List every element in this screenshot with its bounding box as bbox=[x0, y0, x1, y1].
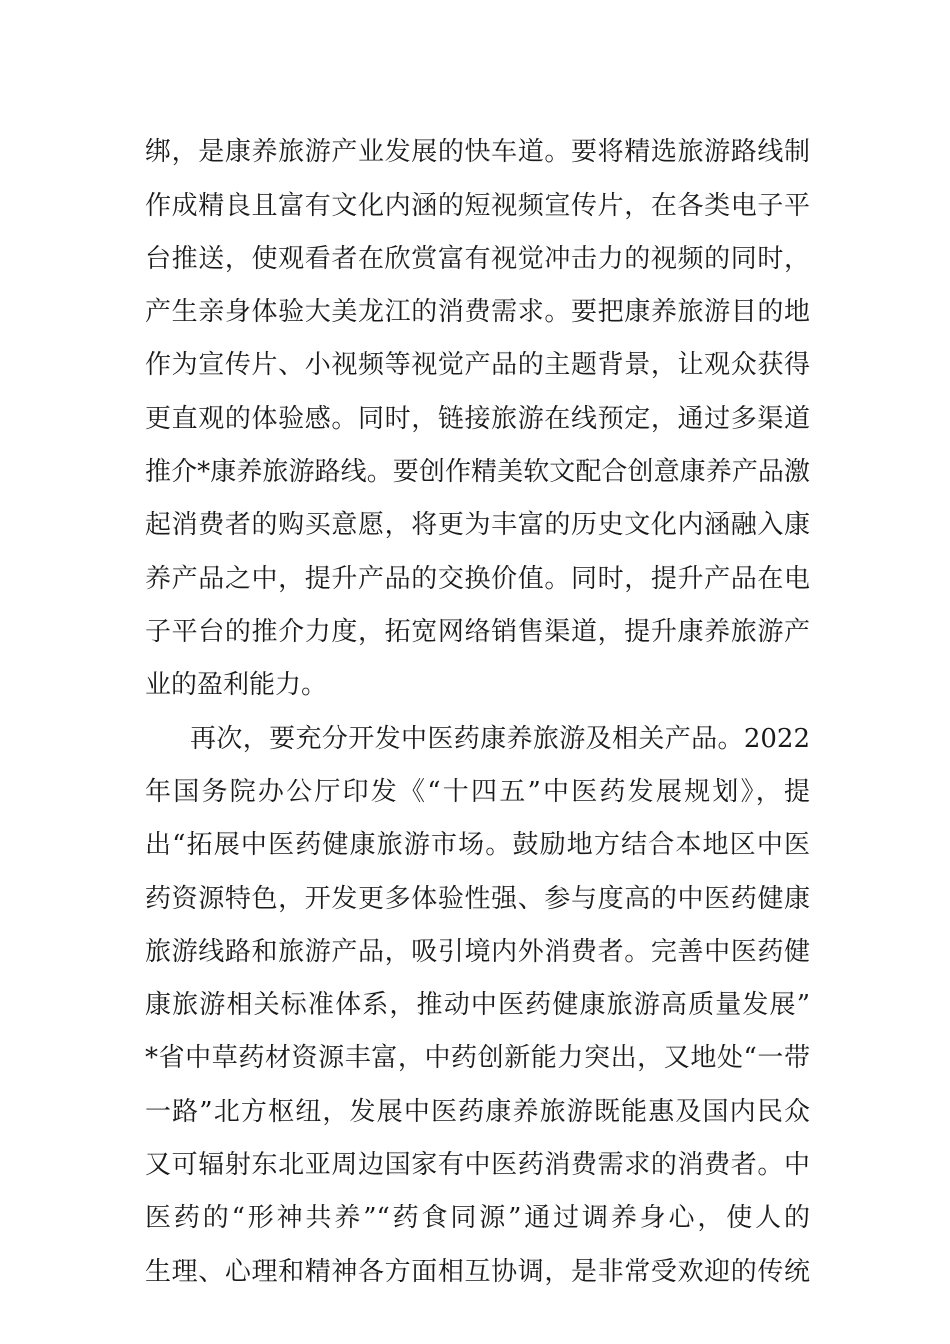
text-line: 出“拓展中医药健康旅游市场。鼓励地方结合本地区中医 bbox=[145, 830, 810, 860]
text-line: 一路”北方枢纽，发展中医药康养旅游既能惠及国内民众 bbox=[145, 1097, 810, 1127]
text-line: 康旅游相关标准体系，推动中医药健康旅游高质量发展” bbox=[145, 990, 810, 1020]
text-line: 年国务院办公厅印发《“十四五”中医药发展规划》，提 bbox=[145, 777, 810, 807]
text-line: 业的盈利能力。 bbox=[145, 670, 328, 700]
text-line: 再次，要充分开发中医药康养旅游及相关产品。2022 bbox=[190, 724, 810, 754]
text-line: 推介*康养旅游路线。要创作精美软文配合创意康养产品激 bbox=[145, 457, 810, 487]
text-line: 起消费者的购买意愿，将更为丰富的历史文化内涵融入康 bbox=[145, 510, 810, 540]
text-line: 产生亲身体验大美龙江的消费需求。要把康养旅游目的地 bbox=[145, 297, 810, 327]
text-line: 医药的“形神共养”“药食同源”通过调养身心，使人的 bbox=[145, 1203, 810, 1233]
text-line: 旅游线路和旅游产品，吸引境内外消费者。完善中医药健 bbox=[145, 937, 810, 967]
text-line: 养产品之中，提升产品的交换价值。同时，提升产品在电 bbox=[145, 564, 810, 594]
text-line: 药资源特色，开发更多体验性强、参与度高的中医药健康 bbox=[145, 884, 810, 914]
text-line: 绑，是康养旅游产业发展的快车道。要将精选旅游路线制 bbox=[145, 137, 810, 167]
text-line: *省中草药材资源丰富，中药创新能力突出，又地处“一带 bbox=[145, 1043, 810, 1073]
text-line: 更直观的体验感。同时，链接旅游在线预定，通过多渠道 bbox=[145, 404, 810, 434]
text-line: 作成精良且富有文化内涵的短视频宣传片，在各类电子平 bbox=[145, 191, 810, 221]
text-line: 生理、心理和精神各方面相互协调，是非常受欢迎的传统 bbox=[145, 1257, 810, 1287]
text-line: 又可辐射东北亚周边国家有中医药消费需求的消费者。中 bbox=[145, 1150, 810, 1180]
text-line: 作为宣传片、小视频等视觉产品的主题背景，让观众获得 bbox=[145, 350, 810, 380]
text-line: 子平台的推介力度，拓宽网络销售渠道，提升康养旅游产 bbox=[145, 617, 810, 647]
text-line: 台推送，使观看者在欣赏富有视觉冲击力的视频的同时， bbox=[145, 244, 810, 274]
